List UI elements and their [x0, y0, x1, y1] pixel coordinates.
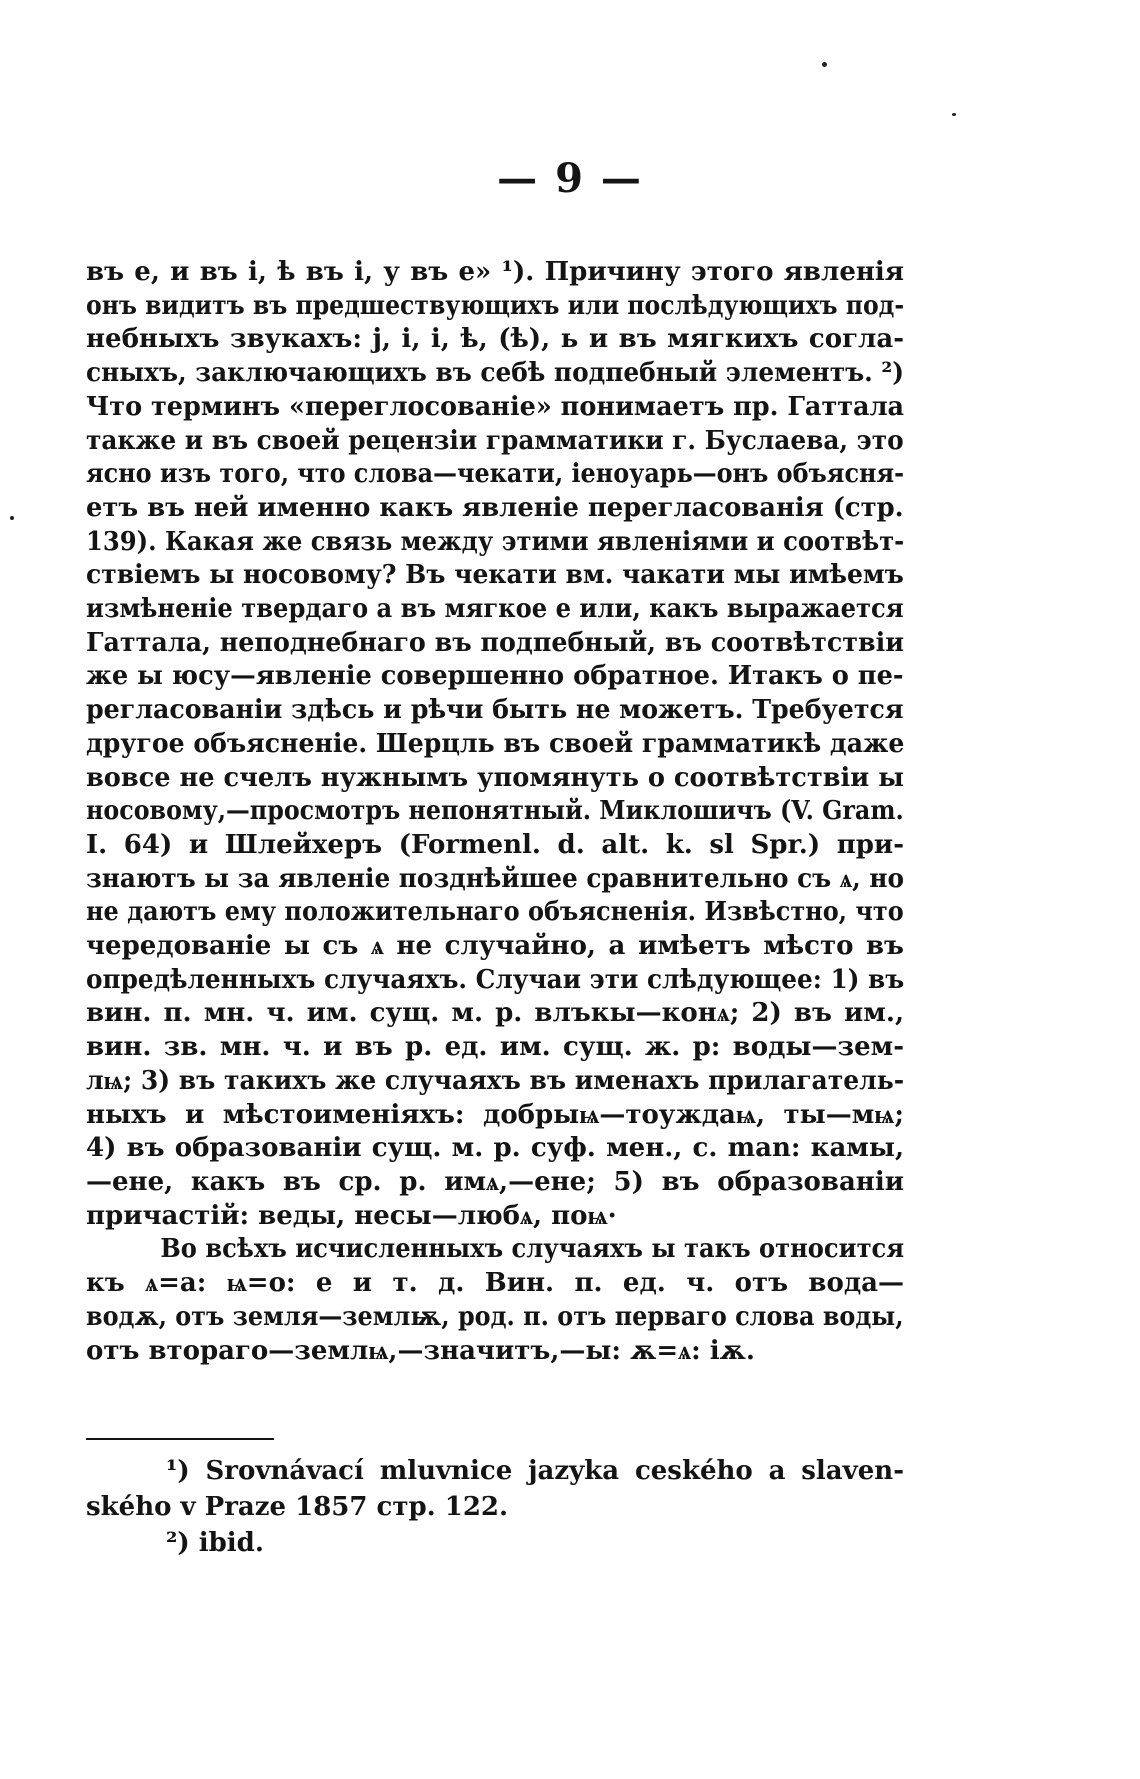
- text-line: ствіемъ ы носовому? Въ чекати вм. чакати мы имѣемъ: [86, 560, 904, 591]
- text-line: Гаттала, неподнебнаго въ подпебный, въ соотвѣтствіи: [86, 627, 905, 658]
- text-line: Во всѣхъ исчисленныхъ случаяхъ ы такъ относится: [160, 1234, 905, 1265]
- text-line: Что терминъ «переглосованіе» понимаетъ пр. Гаттала: [86, 391, 905, 422]
- text-line: небныхъ звукахъ: j, і, і, ѣ, (ѣ), ь и въ мягкихъ согла-: [86, 324, 904, 355]
- text-line: къ ѧ=а: ѩ=о: е и т. д. Вин. п. ед. ч. отъ вода—: [86, 1268, 904, 1299]
- text-line: не даютъ ему положительнаго объясненія. Извѣстно, что: [86, 897, 904, 928]
- footnote-line: ¹) Srovnávací mluvnice jazyka ceského a slaven-: [166, 1456, 904, 1486]
- text-line: опредѣленныхъ случаяхъ. Случаи эти слѣдующее: 1) въ: [86, 964, 905, 995]
- text-line: лѩ; 3) въ такихъ же случаяхъ въ именахъ прилагатель-: [86, 1065, 905, 1096]
- print-speck: [952, 113, 956, 116]
- text-line: причастій: веды, несы—любѧ, поѩ·: [86, 1200, 617, 1231]
- text-line: онъ видитъ въ предшествующихъ или послѣдующихъ под-: [86, 290, 905, 321]
- text-line: регласованіи здѣсь и рѣчи быть не можетъ. Требуется: [86, 695, 904, 726]
- text-line: вин. зв. мн. ч. и въ р. ед. им. сущ. ж. р: воды—зем-: [86, 1032, 904, 1063]
- footnotes: [86, 1453, 904, 1561]
- footnote-line: ského v Praze 1857 стр. 122.: [86, 1492, 509, 1522]
- text-line: I. 64) и Шлейхеръ (Formenl. d. alt. k. sl Spr.) при-: [86, 829, 904, 860]
- text-line: ныхъ и мѣстоименіяхъ: добрыѩ—тоуждаѩ, ты—мѩ;: [86, 1099, 904, 1130]
- text-line: вин. п. мн. ч. им. сущ. м. р. влъкы—конѧ; 2) въ им.,: [86, 998, 904, 1029]
- text-line: въ е, и въ і, ѣ въ і, у въ е» ¹). Причину этого явленія: [86, 257, 904, 287]
- main-text: [86, 256, 904, 1368]
- text-line: ясно изъ того, что слова—чекати, іеноуарь—онъ объясня-: [86, 459, 904, 490]
- print-speck: [10, 516, 14, 520]
- footnote-divider: [86, 1438, 274, 1440]
- text-line: сныхъ, заключающихъ въ себѣ подпебный элементъ. ²): [86, 358, 904, 389]
- print-speck: [822, 62, 827, 67]
- text-line: чередованіе ы съ ѧ не случайно, а имѣетъ мѣсто въ: [86, 931, 904, 962]
- text-line: измѣненіе твердаго а въ мягкое е или, какъ выражается: [86, 594, 904, 625]
- text-line: вовсе не счелъ нужнымъ упомянуть о соотвѣтствіи ы: [86, 762, 904, 793]
- text-line: 4) въ образованіи сущ. м. р. суф. мен., с. man: камы,: [86, 1133, 904, 1164]
- text-line: другое объясненіе. Шерцль въ своей грамматикѣ даже: [86, 728, 905, 759]
- footnote-line: ²) ibid.: [166, 1528, 264, 1558]
- text-line: отъ втораго—землѩ,—значитъ,—ы: ѫ=ѧ: іѫ.: [86, 1335, 755, 1366]
- text-line: же ы юсу—явленіе совершенно обратное. Итакъ о пе-: [86, 661, 904, 692]
- text-line: носовому,—просмотръ непонятный. Миклошичъ (V. Gram.: [86, 796, 904, 827]
- text-line: также и въ своей рецензіи грамматики г. Буслаева, это: [86, 425, 904, 456]
- text-line: етъ въ ней именно какъ явленіе перегласованія (стр.: [86, 492, 904, 523]
- text-line: —ене, какъ въ ср. р. имѧ,—ене; 5) въ образованіи: [86, 1166, 904, 1197]
- text-line: 139). Какая же связь между этими явленіями и соотвѣт-: [86, 526, 905, 557]
- text-line: знаютъ ы за явленіе позднѣйшее сравнительно съ ѧ, но: [86, 863, 905, 894]
- page-number: — 9 —: [497, 155, 643, 202]
- text-line: водѫ, отъ земля—землѭ, род. п. отъ перваго слова воды,: [86, 1301, 904, 1332]
